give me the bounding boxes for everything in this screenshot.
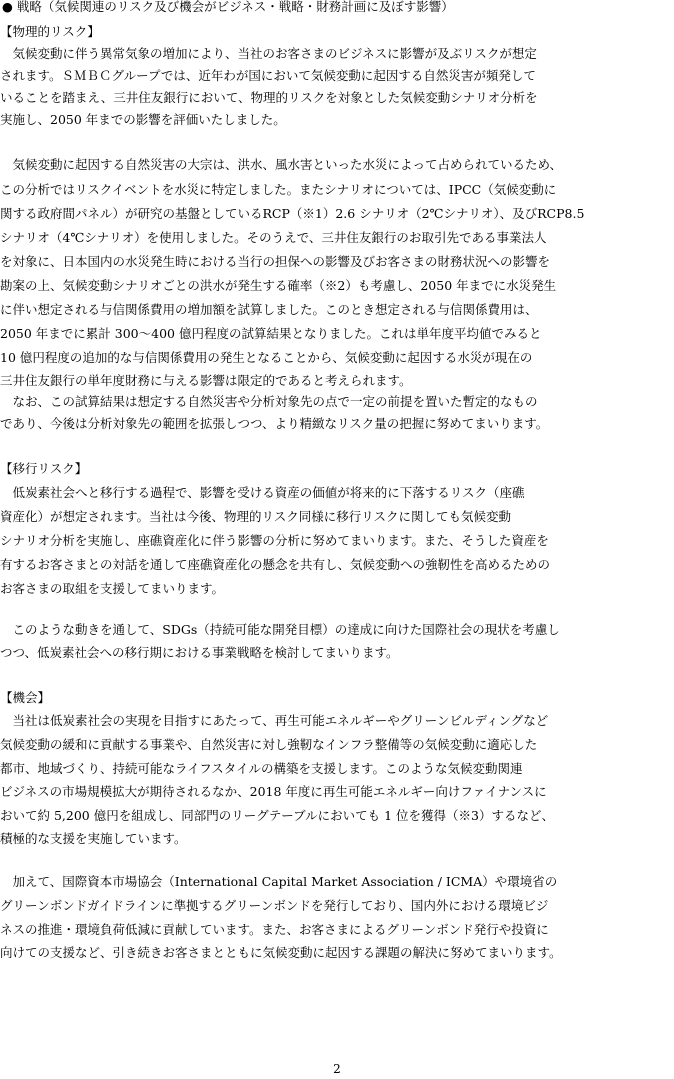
paragraph-line: ビジネスの市場規模拡大が期待されるなか、2018 年度に再生可能エネルギー向けファイナンスに [0, 784, 547, 799]
paragraph-line: 積極的な支援を実施しています。 [0, 831, 187, 846]
paragraph-line: 実施し、2050 年までの影響を評価いたしました。 [0, 112, 286, 127]
paragraph-line: 向けての支援など、引き続きお客さまとともに気候変動に起因する課題の解決に努めてまいります。 [0, 945, 562, 960]
paragraph-line: このような動きを通して、SDGs（持続可能な開発目標）の達成に向けた国際社会の現状を考慮し [0, 622, 560, 637]
paragraph-line: 2050 年までに累計 300～400 億円程度の試算結果となりました。これは単年度平均値でみると [0, 326, 542, 341]
paragraph-line: 低炭素社会へと移行する過程で、影響を受ける資産の価値が将来的に下落するリスク（座礁 [0, 485, 525, 500]
paragraph-line: 都市、地域づくり、持続可能なライフスタイルの構築を支援します。このような気候変動関連 [0, 761, 523, 776]
paragraph-line: 加えて、国際資本市場協会（International Capital Market Association / ICMA）や環境省の [0, 874, 558, 889]
subheading-physical-risk: 【物理的リスク】 [0, 24, 100, 39]
paragraph-line: つつ、低炭素社会への移行期における事業戦略を検討してまいります。 [0, 645, 399, 660]
paragraph-line: いることを踏まえ、三井住友銀行において、物理的リスクを対象とした気候変動シナリオ分析を [0, 90, 538, 105]
paragraph-line: グリーンボンドガイドラインに準拠するグリーンボンドを発行しており、国内外における環境ビジ [0, 898, 549, 913]
paragraph-line: を対象に、日本国内の水災発生時における当行の担保への影響及びお客さまの財務状況への影響を [0, 254, 551, 269]
paragraph-line: ネスの推進・環境負荷低減に貢献しています。また、お客さまによるグリーンボンド発行や投資に [0, 922, 549, 937]
paragraph-line: 有するお客さまとの対話を通して座礁資産化の懸念を共有し、気候変動への強靭性を高めるための [0, 557, 551, 572]
section-heading-strategy: ● 戦略（気候関連のリスク及び機会がビジネス・戦略・財務計画に及ぼす影響） [2, 0, 454, 14]
page-number: 2 [333, 1062, 341, 1076]
subheading-transition-risk: 【移行リスク】 [0, 461, 88, 476]
paragraph-line: に伴い想定される与信関係費用の増加額を試算しました。このとき想定される与信関係費用は、 [0, 302, 538, 317]
paragraph-line: シナリオ分析を実施し、座礁資産化に伴う影響の分析に努めてまいります。また、そうした資産を [0, 533, 549, 548]
paragraph-line: 気候変動に伴う異常気象の増加により、当社のお客さまのビジネスに影響が及ぶリスクが想定 [0, 46, 537, 61]
paragraph-line: 関する政府間パネル）が研究の基盤としているRCP（※1）2.6 シナリオ（2℃シナリオ）、及びRCP8.5 [0, 206, 585, 221]
paragraph-line: 三井住友銀行の単年度財務に与える影響は限定的であると考えられます。 [0, 373, 412, 388]
paragraph-line: おいて約 5,200 億円を組成し、同部門のリーグテーブルにおいても 1 位を獲得（※3）するなど、 [0, 808, 554, 823]
paragraph-line: であり、今後は分析対象先の範囲を拡張しつつ、より精緻なリスク量の把握に努めてまいります。 [0, 416, 549, 431]
subheading-opportunities: 【機会】 [0, 690, 51, 705]
paragraph-line: シナリオ（4℃シナリオ）を使用しました。そのうえで、三井住友銀行のお取引先である事業法人 [0, 230, 547, 245]
paragraph-line: お客さまの取組を支援してまいります。 [0, 581, 225, 596]
paragraph-line: 10 億円程度の追加的な与信関係費用の発生となることから、気候変動に起因する水災が現在の [0, 350, 533, 365]
paragraph-line: 気候変動の緩和に貢献する事業や、自然災害に対し強靭なインフラ整備等の気候変動に適応した [0, 737, 538, 752]
paragraph-line: 資産化）が想定されます。当社は今後、物理的リスク同様に移行リスクに関しても気候変動 [0, 509, 512, 524]
paragraph-line: 勘案の上、気候変動シナリオごとの洪水が発生する確率（※2）も考慮し、2050 年までに水災発生 [0, 278, 557, 293]
paragraph-line: なお、この試算結果は想定する自然災害や分析対象先の点で一定の前提を置いた暫定的なもの [0, 394, 538, 409]
paragraph-line: 気候変動に起因する自然災害の大宗は、洪水、風水害といった水災によって占められているため、 [0, 157, 563, 172]
paragraph-line: この分析ではリスクイベントを水災に特定しました。またシナリオについては、IPCC（気候変動に [0, 182, 557, 197]
paragraph-line: されます。ＳＭＢＣグループでは、近年わが国において気候変動に起因する自然災害が頻発して [0, 68, 536, 83]
paragraph-line: 当社は低炭素社会の実現を目指すにあたって、再生可能エネルギーやグリーンビルディングなど [0, 713, 549, 728]
